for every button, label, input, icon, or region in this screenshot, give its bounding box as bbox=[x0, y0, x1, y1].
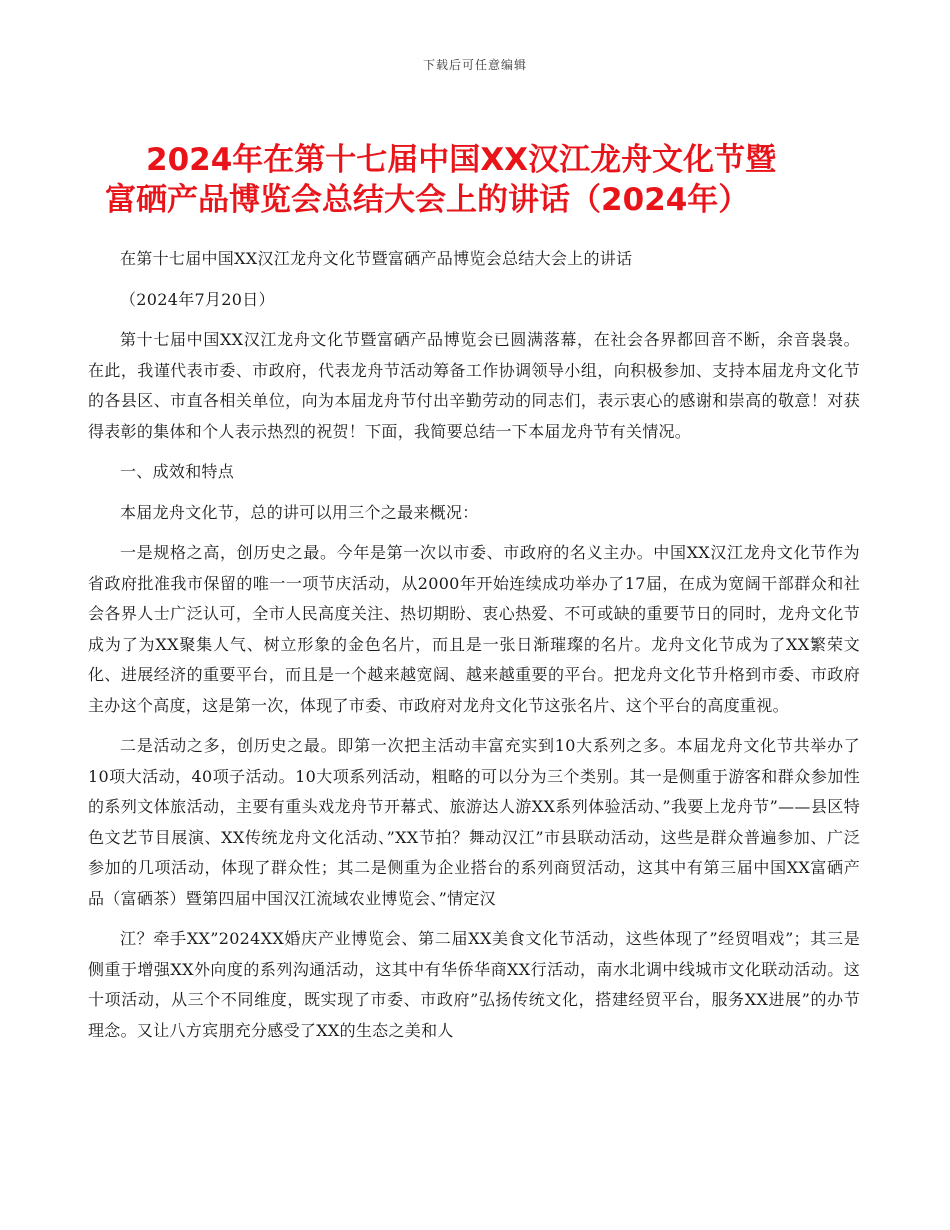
speech-heading: 在第十七届中国XX汉江龙舟文化节暨富硒产品博览会总结大会上的讲话 bbox=[120, 249, 633, 268]
paragraph-intro: 第十七届中国XX汉江龙舟文化节暨富硒产品博览会已圆满落幕，在社会各界都回音不断，余音袅袅。在此，我谨代表市委、市政府，代表龙舟节活动筹备工作协调领导小组，向积极参加、支持本届龙舟文化节的各县区、市直各相关单位，向为本届龙舟节付出辛勤劳动的同志们，表示衷心的感谢和崇高的敬意！对获得表彰的集体和个人表示热烈的祝贺！下面，我简要总结一下本届龙舟节有关情况。 bbox=[88, 330, 860, 441]
paragraph-point-2: 二是活动之多，创历史之最。即第一次把主活动丰富充实到10大系列之多。本届龙舟文化节共举办了10项大活动，40项子活动。10大项系列活动，粗略的可以分为三个类别。其一是侧重于游客和群众参加性的系列文体旅活动，主要有重头戏龙舟节开幕式、旅游达人游XX系列体验活动、”我要上龙舟节”——县区特色文艺节目展演、XX传统龙舟文化活动、”XX节拍？舞动汉江”市县联动活动，这些是群众普遍参加、广泛参加的几项活动，体现了群众性；其二是侧重为企业搭台的系列商贸活动，这其中有第三届中国XX富硒产品（富硒茶）暨第四届中国汉江流域农业博览会、”情定汉 bbox=[88, 736, 860, 908]
paragraph-summary: 本届龙舟文化节，总的讲可以用三个之最来概况： bbox=[120, 502, 479, 522]
title-line-2: 富硒产品博览会总结大会上的讲话（2024年） bbox=[105, 182, 750, 218]
paragraph-point-2-continued: 江？牵手XX”2024XX婚庆产业博览会、第二届XX美食文化节活动，这些体现了”经贸唱戏”；其三是侧重于增强XX外向度的系列沟通活动，这其中有华侨华商XX行活动，南水北调中线城市文化联动活动。这十项活动，从三个不同维度，既实现了市委、市政府”弘扬传统文化，搭建经贸平台，服务XX进展”的办节理念。又让八方宾朋充分感受了XX的生态之美和人 bbox=[88, 929, 860, 1040]
speech-date: （2024年7月20日） bbox=[120, 289, 275, 309]
section-heading-1: 一、成效和特点 bbox=[120, 462, 235, 481]
document-title bbox=[100, 140, 860, 220]
paragraph-point-1: 一是规格之高，创历史之最。今年是第一次以市委、市政府的名义主办。中国XX汉江龙舟文化节作为省政府批准我市保留的唯一一项节庆活动，从2000年开始连续成功举办了17届，在成为宽阔干部群众和社会各界人士广泛认可，全市人民高度关注、热切期盼、衷心热爱、不可或缺的重要节日的同时，龙舟文化节成为了为XX聚集人气、树立形象的金色名片，而且是一张日渐璀璨的名片。龙舟文化节成为了XX繁荣文化、进展经济的重要平台，而且是一个越来越宽阔、越来越重要的平台。把龙舟文化节升格到市委、市政府主办这个高度，这是第一次，体现了市委、市政府对龙舟文化节这张名片、这个平台的高度重视。 bbox=[88, 543, 860, 715]
document-body bbox=[88, 244, 860, 1056]
page-header-note: 下载后可任意编辑 bbox=[422, 58, 527, 72]
title-line-1: 2024年在第十七届中国XX汉江龙舟文化节暨 bbox=[146, 142, 777, 178]
